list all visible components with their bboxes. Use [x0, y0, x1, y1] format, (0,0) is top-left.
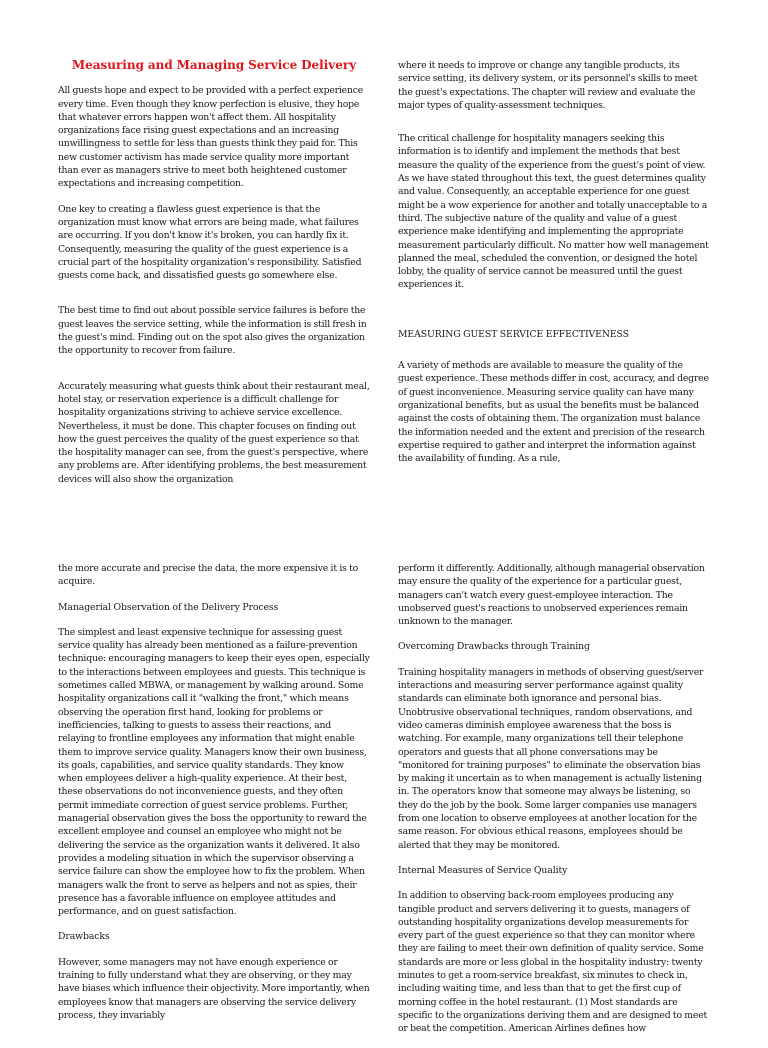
- page2-left-column: [58, 562, 370, 1034]
- paragraph: In addition to observing back-room employees producing any tangible product and servers delivering it to guests, managers of outstanding hospitality organizations develop measurements for every part of the guest experience so that they can monitor where they are failing to meet their own definition of quality service. Some standards are more or less global in the hospitality industry: twenty minutes to get a room-service breakfast, six minutes to check in, including waiting time, and less than that to get the first cup of morning coffee in the hotel restaurant. (1) Most standards are specific to the organizations deriving them and are designed to meet or beat the competition. American Airlines defines how: [398, 890, 708, 1035]
- paragraph: where it needs to improve or change any tangible products, its service setting, its delivery system, or its personnel's skills to meet the guest's expectations. The chapter will review and evaluate the major types of quality-assessment techniques.: [398, 60, 698, 111]
- paragraph: The best time to find out about possible service failures is before the guest leaves the service setting, while the information is still fresh in the guest's mind. Finding out on the spot also gives the organization the opportunity to recover from failure.: [58, 305, 367, 357]
- page2-right-column: [398, 562, 710, 1048]
- page1-left-column: [58, 59, 370, 498]
- section-heading: Drawbacks: [58, 931, 110, 943]
- paragraph: The critical challenge for hospitality managers seeking this information is to identify and implement the methods that best measure the quality of the experience from the guest's point of view. As we have stated throughout this text, the guest determines quality and value. Consequently, an acceptable experience for one guest might be a wow experience for another and totally unacceptable to a third. The subjective nature of the quality and value of a guest experience make identifying and implementing the appropriate measurement particularly difficult. No matter how well management planned the meal, scheduled the convention, or designed the hotel lobby, the quality of service cannot be measured until the guest experiences it.: [398, 133, 709, 291]
- paragraph: One key to creating a flawless guest experience is that the organization must know what errors are being made, what failures are occurring. If you don't know it's broken, you can hardly fix it. Consequently, measuring the quality of the guest experience is a crucial part of the hospitality organization's responsibility. Satisfied guests come back, and dissatisfied guests go somewhere else.: [58, 203, 362, 282]
- section-heading: Managerial Observation of the Delivery Process: [58, 601, 279, 613]
- paragraph: A variety of methods are available to measure the quality of the guest experience. These methods differ in cost, accuracy, and degree of guest inconvenience. Measuring service quality can have many organizational benefits, but as usual the benefits must be balanced against the costs of obtaining them. The organization must balance the information needed and the extent and precision of the research expertise required to gather and interpret the information against the availability of funding. As a rule,: [398, 360, 709, 465]
- paragraph: perform it differently. Additionally, although managerial observation may ensure the quality of the experience for a particular guest, managers can't watch every guest-employee interaction. The unobserved guest's reactions to unobserved experiences remain unknown to the manager.: [398, 563, 705, 628]
- page1-right-column: [398, 59, 710, 477]
- paragraph: However, some managers may not have enough experience or training to fully understand what they are observing, or they may have biases which influence their objectivity. More importantly, when employees know that managers are observing the service delivery process, they invariably: [58, 956, 370, 1021]
- paragraph: The simplest and least expensive technique for assessing guest service quality has already been mentioned as a failure-prevention technique: encouraging managers to keep their eyes open, especially to the interactions between employees and guests. This technique is sometimes called MBWA, or management by walking around. Some hospitality organizations call it "walking the front," which means observing the operation first hand, looking for problems or inefficiencies, talking to guests to assess their reactions, and relaying to frontline employees any information that might enable them to improve service quality. Managers know their own business, its goals, capabilities, and service quality standards. They know when employees deliver a high-quality experience. At their best, these observations do not inconvenience guests, and they often permit immediate correction of guest service problems. Further, managerial observation gives the boss the opportunity to reward the excellent employee and counsel an employee who might not be delivering the service as the organization wants it delivered. It also provides a modeling situation in which the supervisor observing a service failure can show the employee how to fix the problem. When managers walk the front to serve as helpers and not as spies, their presence has a favorable influence on employee attitudes and performance, and on guest satisfaction.: [58, 626, 370, 918]
- document-title: Measuring and Managing Service Delivery: [71, 58, 357, 72]
- section-heading: Internal Measures of Service Quality: [398, 864, 568, 876]
- paragraph: All guests hope and expect to be provided with a perfect experience every time. Even though they know perfection is elusive, they hope that whatever errors happen won't affect them. All hospitality organizations face rising guest expectations and an increasing unwillingness to settle for less than guests think they paid for. This new customer activism has made service quality more important than ever as managers strive to meet both heightened customer expectations and increasing competition.: [58, 85, 364, 190]
- paragraph: Training hospitality managers in methods of observing guest/server interactions and measuring server performance against quality standards can eliminate both ignorance and personal bias. Unobtrusive observational techniques, random observations, and video cameras diminish employee awareness that the boss is watching. For example, many organizations tell their telephone operators and guests that all phone conversations may be "monitored for training purposes" to eliminate the observation bias by making it uncertain as to when management is actually listening in. The operators know that someone may always be listening, so they do the job by the book. Some larger companies use managers from one location to observe employees at another location for the same reason. For obvious ethical reasons, employees should be alerted that they may be monitored.: [398, 666, 704, 851]
- section-heading: MEASURING GUEST SERVICE EFFECTIVENESS: [398, 328, 629, 340]
- paragraph: the more accurate and precise the data, the more expensive it is to acquire.: [58, 563, 359, 588]
- paragraph: Accurately measuring what guests think about their restaurant meal, hotel stay, or reservation experience is a difficult challenge for hospitality organizations striving to achieve service excellence. Nevertheless, it must be done. This chapter focuses on finding out how the guest perceives the quality of the guest experience so that the hospitality manager can see, from the guest's perspective, where any problems are. After identifying problems, the best measurement devices will also show the organization: [58, 380, 370, 485]
- section-heading: Overcoming Drawbacks through Training: [398, 641, 590, 653]
